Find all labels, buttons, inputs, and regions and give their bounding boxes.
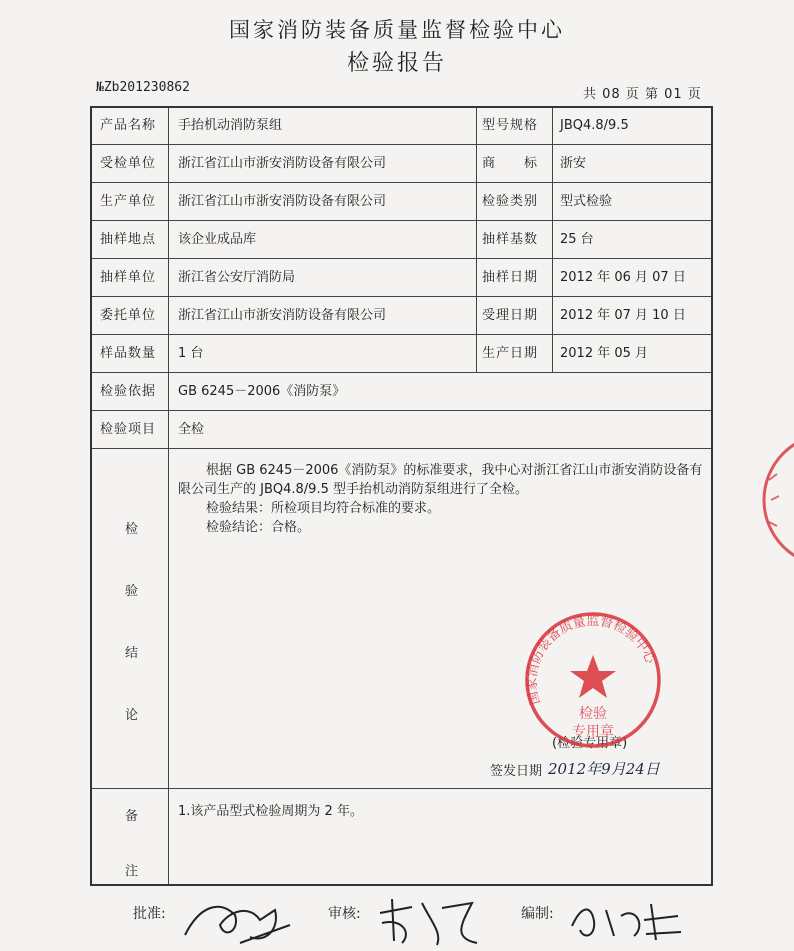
approve-signature — [180, 895, 300, 951]
report-subtitle: 检验报告 — [346, 51, 447, 76]
label-sampling-site: 抽样地点 — [100, 232, 157, 247]
star-icon — [570, 655, 616, 698]
seal-ring-text: 国家消防装备质量监督检验中心 — [524, 614, 658, 707]
value-sampling-unit: 浙江省公安厅消防局 — [178, 270, 296, 285]
value-inspected-unit: 浙江省江山市浙安消防设备有限公司 — [178, 156, 387, 171]
report-table — [90, 106, 713, 886]
issue-date-label: 签发日期 — [490, 764, 543, 779]
row-divider — [92, 258, 711, 259]
label-production-date: 生产日期 — [482, 346, 539, 361]
row-divider — [92, 296, 711, 297]
inspection-verdict: 检验结论：合格。 — [206, 520, 311, 535]
label-basis: 检验依据 — [100, 384, 157, 399]
conclusion-paragraph: 根据 GB 6245－2006《消防泵》的标准要求，我中心对浙江省江山市浙安消防设备有限公司生产的 JBQ4.8/9.5 型手抬机动消防泵组进行了全检。 — [178, 463, 703, 497]
compile-signature — [566, 896, 686, 946]
value-model: JBQ4.8/9.5 — [560, 118, 629, 133]
report-number: №Zb201230862 — [96, 80, 190, 95]
label-product-name: 产品名称 — [100, 118, 157, 133]
conclusion-char: 论 — [125, 708, 139, 723]
approve-label: 批准: — [133, 906, 166, 922]
row-divider — [92, 182, 711, 183]
svg-text:国家消防装备质量监督检验中心 — [524, 613, 658, 706]
label-manufacturer: 生产单位 — [100, 194, 157, 209]
row-divider — [92, 220, 711, 221]
conclusion-text — [178, 461, 706, 537]
value-sampling-site: 该企业成品库 — [178, 232, 257, 247]
remarks-char: 备 — [125, 809, 139, 824]
row-divider — [92, 144, 711, 145]
review-label: 审核: — [328, 906, 361, 922]
issue-date-value: 2012年9月24日 — [548, 760, 660, 778]
page-count: 共 08 页 第 01 页 — [583, 87, 702, 102]
conclusion-char: 结 — [125, 646, 139, 661]
label-inspection-type: 检验类别 — [482, 194, 539, 209]
conclusion-char: 验 — [125, 584, 139, 599]
value-basis: GB 6245－2006《消防泵》 — [178, 384, 346, 399]
label-sampling-date: 抽样日期 — [482, 270, 539, 285]
value-client: 浙江省江山市浙安消防设备有限公司 — [178, 308, 387, 323]
column-divider — [476, 108, 477, 372]
label-sampling-base: 抽样基数 — [482, 232, 539, 247]
column-divider — [168, 108, 169, 884]
label-sampling-unit: 抽样单位 — [100, 270, 157, 285]
label-trademark: 商 标 — [482, 156, 539, 171]
label-model: 型号规格 — [482, 118, 539, 133]
compile-label: 编制: — [521, 906, 554, 922]
value-trademark: 浙安 — [560, 156, 587, 171]
inspection-seal — [518, 605, 668, 755]
value-sample-qty: 1 台 — [178, 346, 204, 361]
row-divider — [92, 410, 711, 411]
row-divider — [92, 788, 711, 789]
value-items: 全检 — [178, 422, 205, 437]
remarks-value: 1.该产品型式检验周期为 2 年。 — [178, 804, 363, 819]
seal-center-text: 检验 — [579, 706, 607, 722]
remarks-char: 注 — [125, 864, 139, 879]
label-items: 检验项目 — [100, 422, 157, 437]
label-accept-date: 受理日期 — [482, 308, 539, 323]
label-sample-qty: 样品数量 — [100, 346, 157, 361]
partial-seal — [755, 430, 794, 570]
value-manufacturer: 浙江省江山市浙安消防设备有限公司 — [178, 194, 387, 209]
label-client: 委托单位 — [100, 308, 157, 323]
label-inspected-unit: 受检单位 — [100, 156, 157, 171]
conclusion-char: 检 — [125, 522, 139, 537]
row-divider — [92, 372, 711, 373]
value-sampling-base: 25 台 — [560, 232, 594, 247]
inspection-result: 检验结果：所检项目均符合标准的要求。 — [206, 501, 441, 516]
value-product-name: 手抬机动消防泵组 — [178, 118, 283, 133]
row-divider — [92, 448, 711, 449]
report-title: 国家消防装备质量监督检验中心 — [229, 18, 565, 42]
seal-bottom-text: 专用章 — [572, 724, 614, 740]
seal-label: (检验专用章) — [552, 736, 628, 751]
value-sampling-date: 2012 年 06 月 07 日 — [560, 270, 686, 285]
value-inspection-type: 型式检验 — [560, 194, 613, 209]
value-accept-date: 2012 年 07 月 10 日 — [560, 308, 686, 323]
column-divider — [552, 108, 553, 372]
review-signature — [372, 893, 482, 949]
value-production-date: 2012 年 05 月 — [560, 346, 649, 361]
row-divider — [92, 334, 711, 335]
